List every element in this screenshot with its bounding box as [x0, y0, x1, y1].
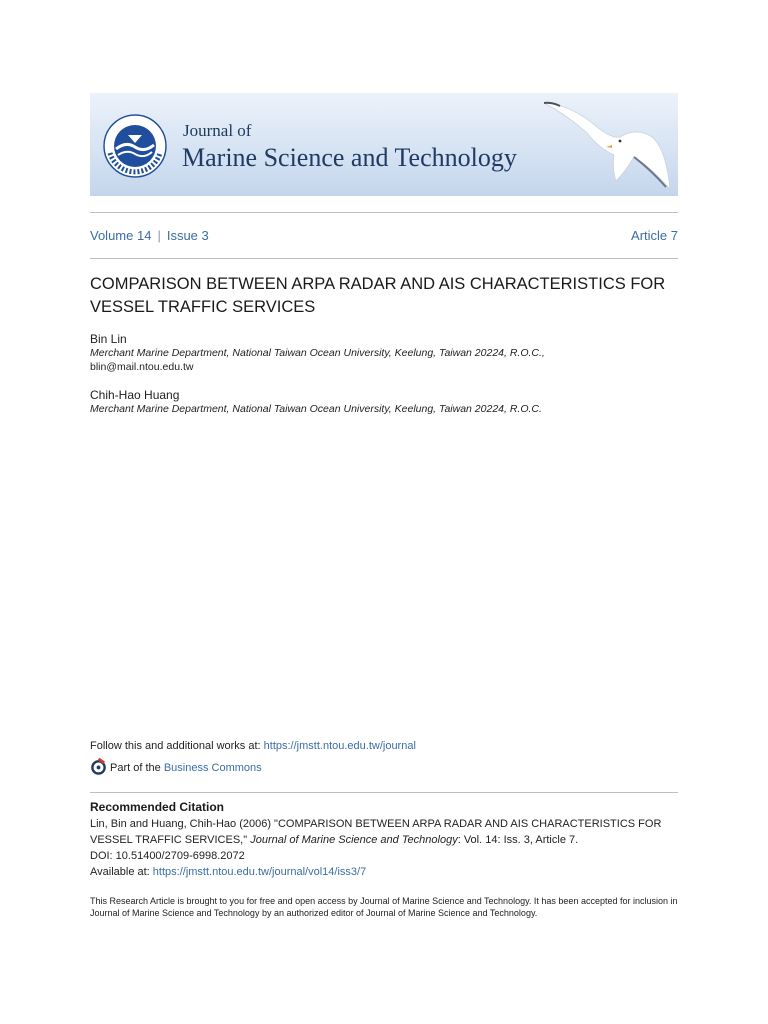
article-url-link[interactable]: https://jmstt.ntou.edu.tw/journal/vol14/iss3/7 [152, 866, 367, 878]
part-of-label: Part of the [110, 762, 164, 774]
citation-text [90, 816, 678, 848]
volume-link[interactable]: Volume 14 [90, 228, 152, 243]
author-block [90, 388, 690, 416]
business-commons-link[interactable]: Business Commons [163, 762, 262, 774]
citation-authors-title: Lin, Bin and Huang, Chih-Hao (2006) "COMPARISON BETWEEN ARPA RADAR AND AIS CHARACTERISTICS FOR VESSEL TRAFFIC SERVICES," [90, 818, 662, 846]
journal-home-link[interactable]: https://jmstt.ntou.edu.tw/journal [263, 740, 416, 752]
issue-link[interactable]: Issue 3 [166, 228, 209, 243]
part-of-line [90, 758, 262, 778]
divider-below-issue [90, 258, 678, 259]
author-email: blin@mail.ntou.edu.tw [90, 361, 194, 373]
citation-doi: DOI: 10.51400/2709-6998.2072 [90, 850, 245, 862]
citation-journal: Journal of Marine Science and Technology [250, 834, 458, 846]
journal-banner[interactable] [90, 93, 678, 196]
citation-volume: : Vol. 14: Iss. 3, Article 7. [457, 834, 579, 846]
divider-top [90, 212, 678, 213]
follow-label: Follow this and additional works at: [90, 740, 264, 752]
author-name: Chih-Hao Huang [90, 388, 180, 402]
open-access-note: This Research Article is brought to you for free and open access by Journal of Marine Science and Technology. It has been accepted for inclusion in Journal of Marine Science and Technology by an authorized editor of Journal of Marine Science and Technology. [90, 896, 678, 918]
follow-line [90, 740, 416, 752]
article-link[interactable]: Article 7 [631, 228, 678, 243]
journal-name-line1: Journal of [183, 121, 252, 140]
digital-commons-icon [90, 758, 107, 775]
author-affiliation: Merchant Marine Department, National Taiwan Ocean University, Keelung, Taiwan 20224, R.O.C., [90, 347, 545, 359]
issue-separator: | [157, 228, 161, 243]
divider-above-citation [90, 792, 678, 793]
available-label: Available at: [90, 866, 153, 878]
journal-name-line2: Marine Science and Technology [182, 143, 517, 172]
issue-navigation [90, 228, 678, 244]
author-block [90, 332, 690, 374]
seagull-illustration [542, 97, 672, 193]
author-affiliation: Merchant Marine Department, National Taiwan Ocean University, Keelung, Taiwan 20224, R.O.C. [90, 403, 542, 415]
university-seal-logo [102, 113, 168, 179]
citation-body [90, 816, 678, 880]
citation-available [90, 864, 678, 880]
author-name: Bin Lin [90, 332, 127, 346]
article-title: COMPARISON BETWEEN ARPA RADAR AND AIS CHARACTERISTICS FOR VESSEL TRAFFIC SERVICES [90, 275, 666, 316]
citation-heading: Recommended Citation [90, 800, 225, 814]
